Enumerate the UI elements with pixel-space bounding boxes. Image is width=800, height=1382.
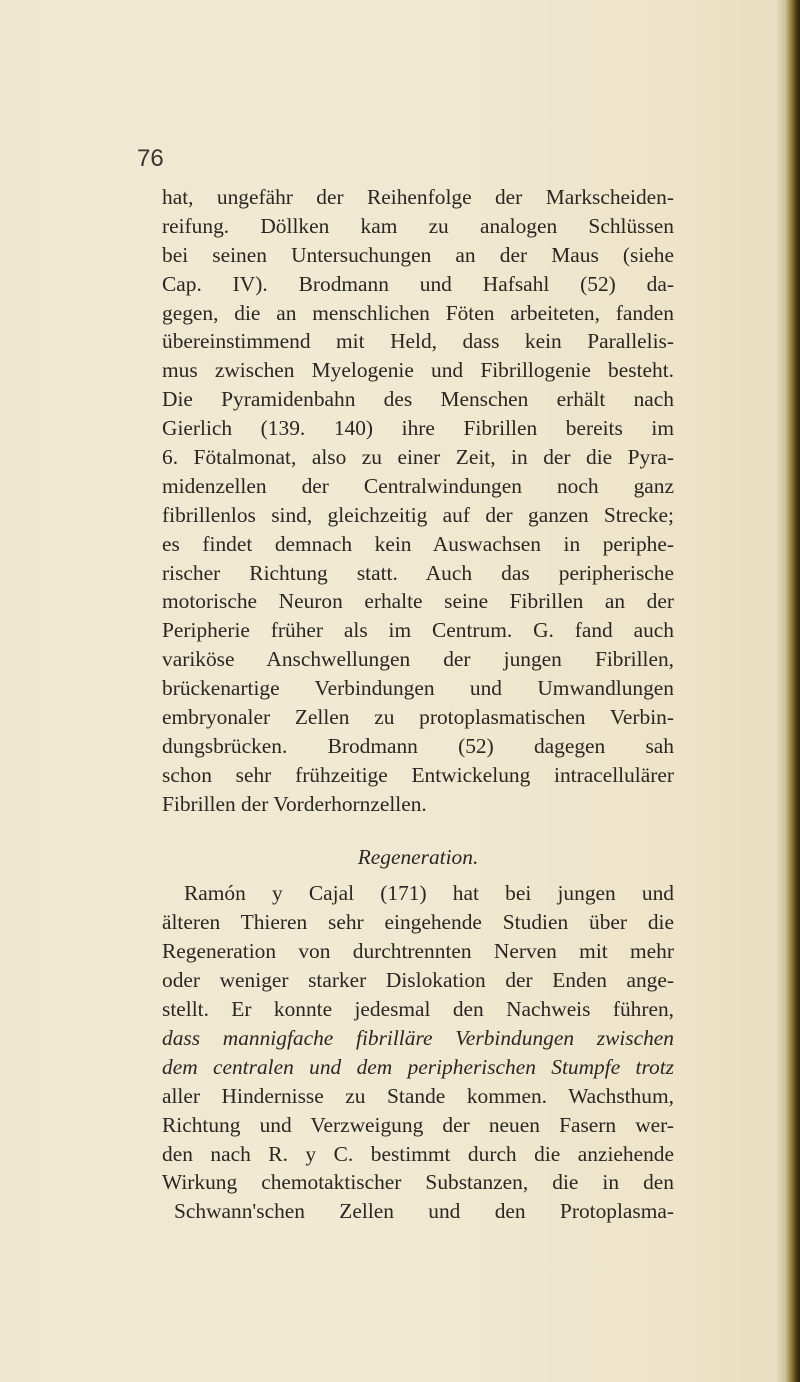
text-line: dem centralen und dem peripherischen Stumpfe trotz — [162, 1054, 674, 1079]
text-line: gegen, die an menschlichen Föten arbeiteten, fanden — [162, 300, 674, 325]
text-line: dungsbrücken. Brodmann (52) dagegen sah — [162, 733, 674, 758]
text-line: bei seinen Untersuchungen an der Maus (siehe — [162, 242, 674, 267]
text-line: brückenartige Verbindungen und Umwandlungen — [162, 676, 674, 701]
book-binding-edge — [786, 0, 800, 1382]
text-line: reifung. Döllken kam zu analogen Schlüssen — [162, 213, 674, 238]
page-number: 76 — [137, 145, 164, 172]
text-line: midenzellen der Centralwindungen noch ganz — [162, 473, 674, 498]
text-line: aller Hindernisse zu Stande kommen. Wachsthum, — [162, 1083, 674, 1108]
text-line: rischer Richtung statt. Auch das peripherische — [162, 560, 674, 585]
text-line: den nach R. y C. bestimmt durch die anziehende — [162, 1141, 674, 1166]
text-line: Gierlich (139. 140) ihre Fibrillen bereits im — [162, 416, 674, 441]
text-line: Cap. IV). Brodmann und Hafsahl (52) da- — [162, 271, 674, 296]
text-line: variköse Anschwellungen der jungen Fibrillen, — [162, 647, 674, 672]
text-line: 6. Fötalmonat, also zu einer Zeit, in der die Pyra- — [162, 445, 674, 470]
section-heading: Regeneration. — [357, 844, 479, 869]
text-line: Richtung und Verzweigung der neuen Fasern wer- — [162, 1112, 674, 1137]
text-line: Die Pyramidenbahn des Menschen erhält nach — [162, 387, 674, 412]
text-line: dass mannigfache fibrilläre Verbindungen zwischen — [162, 1025, 674, 1050]
text-line: motorische Neuron erhalte seine Fibrillen an der — [162, 589, 674, 614]
paragraph — [162, 879, 674, 1226]
page-edge-shadow — [776, 0, 786, 1382]
text-line: mus zwischen Myelogenie und Fibrillogenie besteht. — [162, 358, 674, 383]
text-line: hat, ungefähr der Reihenfolge der Markscheiden- — [162, 185, 674, 209]
text-line: Wirkung chemotaktischer Substanzen, die in den — [162, 1170, 674, 1195]
text-line: Fibrillen der Vorderhornzellen. — [162, 791, 427, 816]
body-text — [162, 183, 674, 1226]
spacer — [162, 819, 674, 843]
text-line: Regeneration von durchtrennten Nerven mit mehr — [162, 939, 674, 964]
text-line: embryonaler Zellen zu protoplasmatischen Verbin- — [162, 705, 674, 730]
paragraph — [162, 183, 674, 819]
text-line: stellt. Er konnte jedesmal den Nachweis führen, — [162, 997, 674, 1022]
text-line: älteren Thieren sehr eingehende Studien über die — [162, 910, 674, 935]
text-line: Schwann'schen Zellen und den Protoplasma- — [174, 1199, 674, 1224]
text-line: oder weniger starker Dislokation der Enden ange- — [162, 968, 674, 993]
text-line: Peripherie früher als im Centrum. G. fand auch — [162, 618, 674, 643]
text-line: schon sehr frühzeitige Entwickelung intracellulärer — [162, 762, 674, 787]
text-line: übereinstimmend mit Held, dass kein Parallelis- — [162, 329, 674, 354]
text-line: Ramón y Cajal (171) hat bei jungen und — [184, 881, 674, 906]
spacer — [162, 871, 674, 879]
text-line: es findet demnach kein Auswachsen in periphe- — [162, 531, 674, 556]
text-line: fibrillenlos sind, gleichzeitig auf der ganzen Strecke; — [162, 502, 674, 527]
